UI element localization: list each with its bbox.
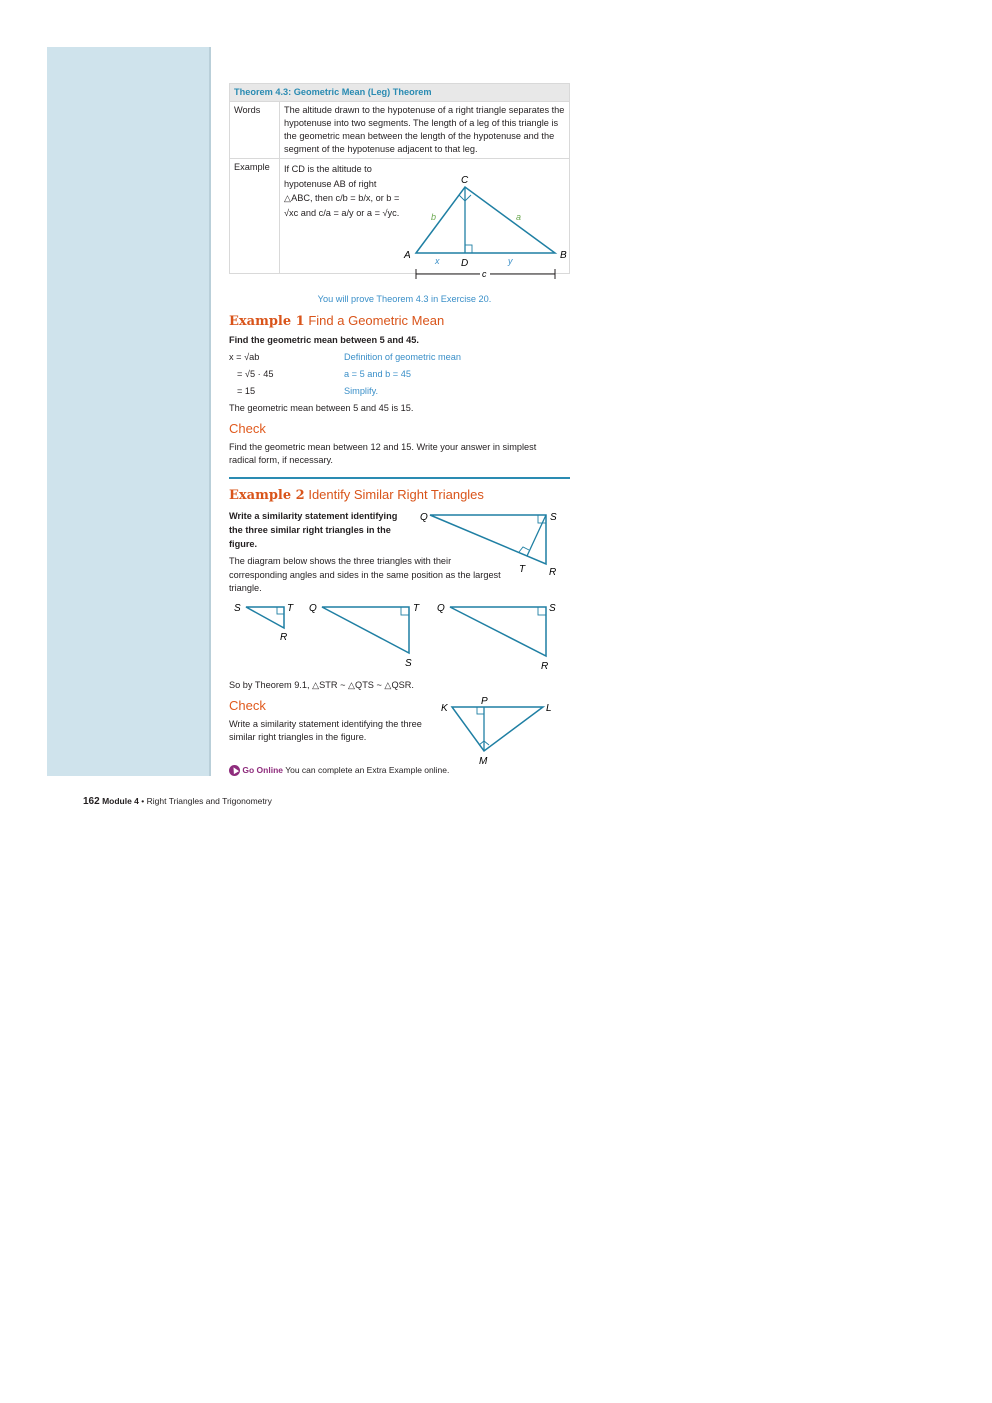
go-online-text: You can complete an Extra Example online. — [285, 765, 450, 775]
example-line-3: △ABC, then c/b = b/x, or b = — [284, 193, 400, 203]
label-c: C — [461, 175, 469, 186]
qts-label-q: Q — [309, 603, 317, 614]
separated-triangles-figure — [229, 598, 569, 674]
str-label-s: S — [234, 603, 241, 614]
right-angle-mark-qsr — [538, 607, 546, 615]
footer-separator: • — [141, 796, 145, 806]
example1-step-2-reason: a = 5 and b = 45 — [344, 369, 411, 379]
example1-heading — [229, 313, 444, 329]
triangle-abc — [416, 187, 555, 253]
example-line-2: hypotenuse AB of right — [284, 178, 377, 189]
prove-note: You will prove Theorem 4.3 in Exercise 20. — [317, 294, 492, 304]
fig-label-p: P — [481, 696, 488, 707]
page-number: 162 — [83, 796, 100, 807]
sidebar-panel — [47, 47, 211, 776]
example1-step-1-expr: x = √ab — [229, 352, 260, 362]
footer-module: Module 4 — [102, 796, 139, 806]
str-label-t: T — [287, 603, 294, 614]
right-angle-mark-qts — [401, 607, 409, 615]
fig-label-l: L — [546, 703, 552, 714]
qsr-label-q: Q — [437, 603, 445, 614]
right-angle-mark-str — [277, 607, 284, 614]
example2-heading — [229, 487, 484, 503]
right-angle-mark-p — [477, 707, 484, 714]
label-d: D — [461, 258, 469, 269]
label-a: A — [404, 250, 411, 261]
example1-prompt: Find the geometric mean between 5 and 45. — [229, 335, 419, 345]
words-text: The altitude drawn to the hypotenuse of a right triangle separates the hypotenuse into two segments. The length of a leg of this triangle is the geometric mean between the length of the hypotenuse and the segment of the hypotenuse adjacent to that leg. — [280, 102, 570, 159]
triangle-str — [246, 607, 284, 628]
qsr-label-r: R — [541, 661, 549, 672]
example-line-1: If CD is the altitude to — [284, 164, 372, 174]
example1-step-3-expr: = 15 — [237, 386, 256, 396]
go-online-label[interactable]: Go Online — [242, 765, 283, 775]
example1-conclusion: The geometric mean between 5 and 45 is 15. — [229, 403, 414, 413]
example2-number: Example 2 — [229, 488, 305, 503]
label-b: B — [560, 250, 567, 261]
example-label: Example — [230, 159, 280, 274]
cursor-icon — [229, 765, 240, 776]
triangle-qsr-copy — [450, 607, 546, 656]
fig-label-q: Q — [420, 512, 428, 523]
label-y: y — [508, 256, 513, 266]
example1-step-3-reason: Simplify. — [344, 386, 379, 396]
klm-triangle-figure — [438, 694, 558, 766]
qts-label-s: S — [405, 658, 412, 669]
go-online-row[interactable] — [229, 764, 449, 776]
fig-label-k: K — [441, 703, 448, 714]
fig-label-r: R — [549, 567, 557, 578]
label-side-b: b — [431, 212, 437, 222]
right-angle-mark-d — [465, 245, 472, 253]
footer-title: Right Triangles and Trigonometry — [146, 796, 272, 806]
label-side-a: a — [516, 212, 522, 222]
example1-step-1-reason: Definition of geometric mean — [344, 352, 461, 362]
example1-check-text: Find the geometric mean between 12 and 15. Write your answer in simplest radical form, if necessary. — [229, 442, 537, 465]
example2-check-text: Write a similarity statement identifying the three similar right triangles in the figure. — [229, 719, 422, 742]
example2-desc: The diagram below shows the three triangles with their corresponding angles and sides in the same position as the largest triangle. — [229, 556, 501, 593]
example-line-4: √xc and c/a = a/y or a = √yc. — [284, 207, 400, 218]
qts-label-t: T — [413, 603, 420, 614]
altitude-st — [527, 515, 546, 556]
example1-check-label: Check — [229, 421, 266, 436]
triangle-qsr — [430, 515, 546, 564]
section-divider — [229, 477, 570, 479]
example2-check-label: Check — [229, 698, 266, 713]
example2-conclusion: So by Theorem 9.1, △STR ~ △QTS ~ △QSR. — [229, 680, 414, 690]
label-x: x — [435, 256, 440, 266]
words-label: Words — [230, 102, 280, 159]
example1-title: Find a Geometric Mean — [308, 313, 445, 328]
str-label-r: R — [280, 632, 288, 643]
right-angle-mark-t — [519, 547, 529, 552]
theorem-triangle-figure — [400, 170, 570, 282]
qsr-label-s: S — [549, 603, 556, 614]
fig-label-t: T — [519, 564, 526, 575]
triangle-qts — [322, 607, 409, 653]
example1-number: Example 1 — [229, 314, 305, 329]
example2-prompt: Write a similarity statement identifying the three similar right triangles in the figure. — [229, 511, 398, 549]
label-c-length: c — [482, 269, 487, 279]
theorem-title: Theorem 4.3: Geometric Mean (Leg) Theorem — [230, 84, 570, 102]
similar-triangles-figure — [415, 506, 565, 581]
fig-label-s: S — [550, 512, 557, 523]
example1-step-2-expr: = √5 · 45 — [237, 369, 274, 379]
triangle-klm — [452, 707, 543, 751]
fig-label-m: M — [479, 756, 488, 766]
page-footer — [83, 796, 272, 807]
example2-title: Identify Similar Right Triangles — [308, 487, 484, 502]
